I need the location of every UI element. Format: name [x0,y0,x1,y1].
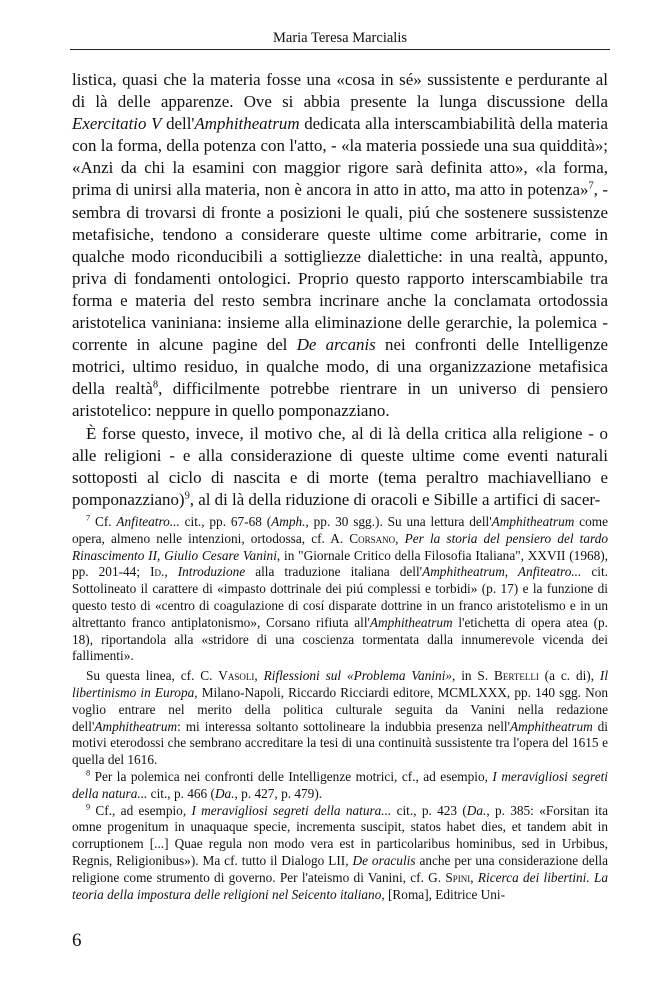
main-text [72,69,608,511]
footnote-ref-8[interactable]: 8 [152,379,159,391]
page-number: 6 [72,930,82,951]
footnotes [72,514,608,903]
footnote-7: $^7$ Cf. Anfiteatro... cit., pp. 67-68 (Amph., pp. 30 sgg.). Su una lettura dell'Amphitheatrum come opera, almeno nelle intenzioni, ortodossa, cf. A. Corsano, Per la storia del pensiero del tardo Rinascimento II, Giulio Cesare Vanini, in "Giornale Critico della Filosofia Italiana", XXVII (1968), pp. 201-44; Id., Introduzione alla traduzione italiana dell'Amphitheatrum, Anfiteatro... cit. Sottolineato il carattere di «impasto dottrinale dei piú complessi e torbidi» (p. 17) e la funzione di questo testo di «centro di coagulazione di cosí disparate dottrine in un franco aristotelismo e in un altrettanto franco antiplatonismo», Corsano rifiuta all'Amphitheatrum l'etichetta di opera atea (p. 18), riportandola alla «stridore di una coscienza tormentata dalla innumerevole vicenda dei fallimenti». [72,513,609,664]
paragraph-1: listica, quasi che la materia fosse una «cosa in sé» sussistente e perdurante al di là delle apparenze. Ove si abbia presente la lunga discussione della Exercitatio V dell'Amphitheatrum dedicata alla interscambiabilità della materia con la forma, della potenza con l'atto, - «la materia possiede una sua quiddità»; «Anzi da chi la esamini con maggior rigore sarà definita atto», «la forma, prima di unirsi alla materia, non è ancora in atto in atto, ma atto in potenza»$^7$, - sembra di trovarsi di fronte a posizioni le quali, piú che sostenere sussistenze metafisiche, tendono a considerare queste ultime come arbitrarie, come in qualche modo riconducibili a sottigliezze dialettiche: in una realtà, appunto, priva di fondamenti ontologici. Proprio questo rapporto interscambiabile tra forma e materia del resto sembra incrinare anche la conclamata ortodossia aristotelica vaniniana: insieme alla eliminazione delle gerarchie, la polemica - corrente in alcune pagine del De arcanis nei confronti delle Intelligenze motrici, ultimo residuo, in qualche modo, di una organizzazione metafisica della realtà$^8$, difficilmente potrebbe rientrare in un universo di pensiero aristotelico: neppure in quello pomponazziano. [72,70,609,421]
running-header: Maria Teresa Marcialis [273,30,407,46]
footnote-9: $^9$ Cf., ad esempio, I meravigliosi segreti della natura... cit., p. 423 (Da., p. 385: «Forsitan ita omne progenitum in unaquaque specie, incrementa suscipit, statos habet dies, et tandem abit in corruptionem [...] Quae regula non modo vera est in particolaribus hominibus, sed in Urbibus, Regnis, Religionibus»). Ma cf. tutto il Dialogo LII, De oraculis anche per una considerazione della religione come strumento di governo. Per l'ateismo di Vanini, cf. G. Spini, Ricerca dei libertini. La teoria della impostura delle religioni nel Seicento italiano, [Roma], Editrice Uni- [72,802,609,902]
header-rule [70,49,610,50]
footnote-7-continued: Su questa linea, cf. C. Vasoli, Riflessioni sul «Problema Vanini», in S. Bertelli (a c. di), Il libertinismo in Europa, Milano-Napoli, Riccardo Ricciardi editore, MCMLXXX, pp. 140 sgg. Non voglio entrare nel merito della politica culturale seguita da Vanini nella redazione dell'Amphitheatrum: mi interessa soltanto sottolineare la indubbia presenza nell'Amphitheatrum di motivi eterodossi che sembrano accreditare la tesi di una continuità sussistente tra l'opera del 1615 e quella del 1616. [72,668,609,768]
footnote-ref-7[interactable]: 7 [588,180,594,192]
paragraph-2: È forse questo, invece, il motivo che, al di là della critica alla religione - o alle religioni - e alla considerazione di queste ultime come eventi naturali sottoposti al ciclo di nascita e di morte (tema peraltro machiavelliano e pomponazziano)$^9$, al di là della riduzione di oracoli e Sibille a artifici di sacer- [72,423,608,509]
footnote-8: $^8$ Per la polemica nei confronti delle Intelligenze motrici, cf., ad esempio, I meravigliosi segreti della natura... cit., p. 466 (Da., p. 427, p. 479). [72,768,608,801]
footnote-ref-9[interactable]: 9 [184,490,190,502]
